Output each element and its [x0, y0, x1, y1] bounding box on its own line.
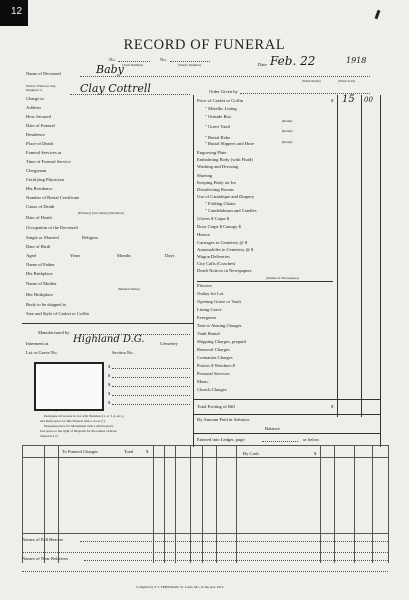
retail-note: (Retail)	[282, 140, 293, 144]
charge-item: Personal Services	[197, 371, 230, 376]
charge-item: Vault Rental	[197, 331, 220, 336]
charge-item: Porters $ Watchers $	[197, 363, 235, 368]
paid-advance-label: By Amount Paid in Advance	[197, 417, 250, 422]
diagram-line	[112, 386, 190, 387]
diagram-line	[112, 368, 190, 369]
field-label: Residence	[26, 132, 45, 137]
diagram-dollar: $	[108, 391, 111, 396]
field-label: Funeral Services at	[26, 150, 62, 155]
grid-col-line	[216, 445, 217, 563]
page-number-tab	[0, 0, 28, 26]
grid-col-line	[175, 445, 176, 563]
pall-bearers-label: Names of Pall Bearers	[22, 537, 64, 542]
years-label: Years	[70, 253, 81, 258]
lot-diagram-box	[34, 362, 104, 411]
interment-label: Interment at	[26, 341, 49, 346]
total-number-label: (Total Number)	[122, 63, 144, 67]
ink-mark	[375, 10, 381, 19]
order-given-label: Order Given by	[209, 89, 238, 94]
charge-item: " Metallic Lining	[205, 106, 237, 111]
charge-item: Embalming Body (with Fluid)	[197, 157, 253, 162]
footer-credit: Compiled by F. J. FRIEDMAN, St. Louis, Mo., in the year 1912.	[136, 585, 225, 589]
charge-item: Carriages to Cemetery @ $	[197, 240, 248, 245]
charge-item: Wagon Deliveries	[197, 254, 230, 259]
price-casket-label: Price of Casket or Coffin	[197, 98, 244, 103]
charge-item: Evergreen	[197, 315, 216, 320]
charge-item: Music	[197, 379, 209, 384]
charge-item: Opening Grave or Vault	[197, 299, 241, 304]
no-label: No.	[109, 57, 116, 62]
grid-col-line	[58, 445, 59, 563]
field-label: His Residence	[26, 186, 53, 191]
divider	[22, 323, 193, 324]
charge-item: Washing and Dressing	[197, 164, 239, 169]
field-label: His Birthplace	[26, 271, 53, 276]
charge-item: Use of Catafalque and Drapery	[197, 194, 255, 199]
charge-item: Church Charges	[197, 387, 227, 392]
grid-col-line	[388, 445, 389, 563]
days-label: Days	[165, 253, 175, 258]
retail-note: (Retail)	[282, 119, 293, 123]
grid-col-line	[236, 445, 237, 563]
parent-line	[70, 94, 190, 95]
field-label: Time of Funeral Service	[26, 159, 71, 164]
charge-item: " Grave Vault	[205, 124, 231, 129]
charge-item: Gloves $ Crape $	[197, 216, 230, 221]
yearly-number-label: (Yearly Number)	[178, 63, 202, 67]
no2-label: No.	[160, 57, 167, 62]
deceased-line	[80, 76, 370, 77]
retail-note: (Retail)	[282, 129, 293, 133]
field-label: Date of Birth	[26, 244, 51, 249]
field-label: Number of Burial Certificate	[26, 195, 80, 200]
field-label: Place of Death	[26, 141, 54, 146]
parent-value: Clay Cottrell	[80, 82, 151, 95]
grid-col-line	[22, 445, 23, 563]
widow-note: Widow Widower Son, Daughter of	[26, 84, 57, 92]
maiden-label: (Maiden Name)	[118, 287, 140, 291]
total-dollar: $	[146, 449, 149, 454]
grid-col-line	[354, 445, 355, 563]
divider	[197, 281, 333, 282]
charge-item: Hearse	[197, 232, 210, 237]
pall-bearers-line	[80, 541, 388, 542]
cemetery-label: Cemetery	[160, 341, 178, 346]
field-label: Her Birthplace	[26, 292, 54, 297]
date-label: Date	[258, 62, 267, 67]
grid-col-line	[153, 445, 154, 563]
dollar-column	[337, 95, 338, 417]
field-label: Address	[26, 105, 42, 110]
instruction-line: Use space to the right of Diagram for the names of those	[40, 429, 117, 433]
charge-item: " Outside Box	[205, 114, 232, 119]
total-label: Total Footing of Bill	[197, 404, 235, 409]
interment-value: Highland D.G.	[73, 334, 145, 345]
grid-col-line	[44, 445, 45, 563]
year-value: 1918	[346, 56, 367, 65]
charge-item: Removal Charges	[197, 347, 230, 352]
diagram-line	[112, 395, 190, 396]
field-label: Single or Married	[26, 235, 59, 240]
ledger-suffix: or below	[303, 437, 320, 442]
newspaper-note: (Names of Newspapers)	[266, 276, 299, 280]
price-casket-value: 15	[342, 94, 355, 105]
field-label: Date of Death	[26, 215, 52, 220]
instruction-line: Designate all Graves in Lot with Numbers (1, 2, 3, 4, etc.),	[44, 414, 124, 418]
charge-item: Flowers	[197, 283, 212, 288]
charge-item: Lining Grave	[197, 307, 222, 312]
charge-item: Engraving Plate	[197, 150, 227, 155]
charge-item: " Folding Chairs	[205, 201, 236, 206]
diagram-dollar: $	[108, 400, 111, 405]
field-label: Name of Mother	[26, 281, 57, 286]
diagram-line	[112, 404, 190, 405]
by-cash-label: By Cash	[243, 451, 259, 456]
charge-item: Keeping Body on Ice	[197, 180, 237, 185]
grid-col-line	[320, 445, 321, 563]
charge-item: " Burial Robe	[205, 135, 231, 140]
grid-col-line	[190, 445, 191, 563]
months-label: Months	[117, 253, 132, 258]
field-label: Size and Style of Casket or Coffin	[26, 311, 89, 316]
total-symbol: $	[331, 404, 334, 409]
page-number: 12	[11, 6, 23, 17]
near-relatives-line	[84, 560, 388, 561]
date-value: Feb. 22	[270, 54, 316, 68]
ledger-label: Entered into Ledger, page	[197, 437, 245, 442]
charge-item: Shipping Charges, prepaid	[197, 339, 246, 344]
divider	[193, 433, 380, 434]
instruction-line: Designate place for Monument with a small square	[44, 424, 114, 428]
near-relatives-line	[22, 571, 388, 572]
cash-dollar: $	[314, 451, 317, 456]
near-relatives-label: Names of Near Relatives	[22, 556, 69, 561]
charge-item: Automobiles to Cemetery @ $	[197, 247, 254, 252]
instruction-line: buried in Lot.	[40, 434, 59, 438]
field-label: Body to be shipped to	[26, 302, 67, 307]
divider	[193, 399, 380, 400]
deceased-value: Baby	[96, 63, 124, 76]
diagram-caption: Diagram of Lot or Vault	[50, 408, 83, 412]
field-label: Aged	[26, 253, 36, 258]
field-label: Clergyman	[26, 168, 47, 173]
grid-col-line	[372, 445, 373, 563]
price-dollar: $	[331, 98, 334, 103]
field-label: Cause of Death	[26, 204, 55, 209]
divider	[193, 414, 380, 415]
field-label: How Secured	[26, 114, 51, 119]
grid-col-line	[334, 445, 335, 563]
ledger-line	[262, 441, 298, 442]
diagram-dollar: $	[108, 364, 111, 369]
diagram-dollar: $	[108, 382, 111, 387]
charge-item: " Candelabrum and Candles	[205, 208, 257, 213]
to-funeral-label: To Funeral Charges	[62, 449, 99, 454]
charge-item: Disinfecting Rooms	[197, 187, 234, 192]
field-label: Certifying Physician	[26, 177, 64, 182]
cents-column	[361, 95, 362, 417]
balance-label: Balance	[265, 426, 280, 431]
grid-col-line	[202, 445, 203, 563]
field-label: Occupation of the Deceased	[26, 225, 78, 230]
deceased-label: Name of Deceased	[26, 71, 61, 76]
charge-item: Cremation Charges	[197, 355, 233, 360]
manufactured-label: Manufactured by	[38, 330, 70, 335]
cause-notes: (Primary) (Secondary) (Duration)	[78, 211, 124, 215]
charge-item: City Calls (Coaches)	[197, 261, 236, 266]
charge-item: " Burial Slippers and Hose	[205, 141, 255, 146]
instruction-line: and mark space for this Funeral with a cross (+).	[40, 419, 106, 423]
religion-label: Religion	[82, 235, 98, 240]
price-cents: 00	[364, 96, 373, 104]
section-label: Section No.	[112, 350, 134, 355]
diagram-dollar: $	[108, 373, 111, 378]
grid-col-line	[164, 445, 165, 563]
no-line	[118, 61, 150, 62]
charge-item: Tent or Awning Charges	[197, 323, 242, 328]
field-label: Date of Funeral	[26, 123, 55, 128]
lot-label: Lot or Grave No.	[26, 350, 58, 355]
page-title: RECORD OF FUNERAL	[123, 37, 286, 53]
pall-bearers-line	[22, 552, 388, 553]
field-label: Charge to	[26, 96, 44, 101]
field-label: Name of Father	[26, 262, 55, 267]
what-retail-label: (What Retail)	[302, 79, 321, 83]
what-sold-label: (What Sold)	[338, 79, 355, 83]
charge-item: Shaving	[197, 173, 213, 178]
total-label: Total	[124, 449, 134, 454]
charge-item: Outlay for Lot	[197, 291, 224, 296]
diagram-line	[112, 377, 190, 378]
charge-item: Death Notices in Newspapers	[197, 268, 252, 273]
charge-item: Door Crape $ Canopy $	[197, 224, 241, 229]
no2-line	[170, 61, 210, 62]
